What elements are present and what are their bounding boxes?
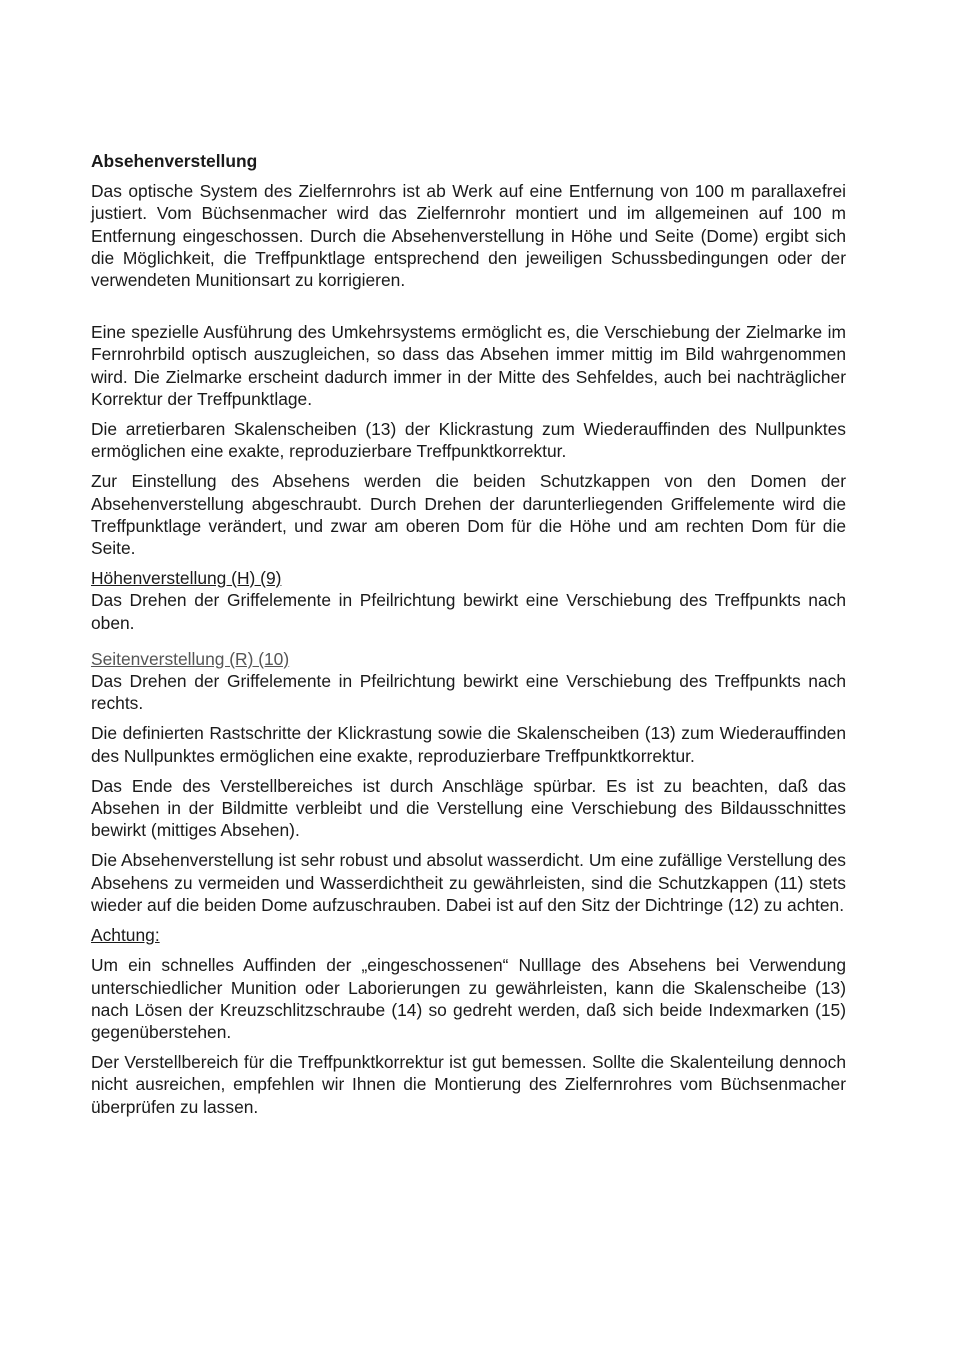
section-heading: Absehenverstellung [91,151,258,171]
paragraph-hoehenverstellung: Das Drehen der Griffelemente in Pfeilrichtung bewirkt eine Verschiebung des Treffpunkts nach oben. [91,590,846,633]
paragraph-seitenverstellung: Das Drehen der Griffelemente in Pfeilrichtung bewirkt eine Verschiebung des Treffpunkts nach rechts. [91,671,846,714]
subheading-hoehenverstellung: Höhenverstellung (H) (9) [91,568,282,589]
paragraph-skalenscheiben: Die arretierbaren Skalenscheiben (13) der Klickrastung zum Wiederauffinden des Nullpunktes ermöglichen eine exakte, reproduzierbare Treffpunktkorrektur. [91,419,846,462]
document-page [91,150,846,1126]
paragraph-verstellbereich-ende: Das Ende des Verstellbereiches ist durch Anschläge spürbar. Es ist zu beachten, daß das Absehen in der Bildmitte verbleibt und die Verstellung eine Verschiebung des Bildausschnittes bewirkt (mittiges Absehen). [91,775,846,841]
paragraph-einstellung: Zur Einstellung des Absehens werden die beiden Schutzkappen von den Domen der Absehenverstellung abgeschraubt. Durch Drehen der darunterliegenden Griffelemente wird die Treffpunktlage verändert, und zwar am oberen Dom für die Höhe und am rechten Dom für die Seite. [91,471,846,559]
paragraph-umkehrsystem: Eine spezielle Ausführung des Umkehrsystems ermöglicht es, die Verschiebung der Zielmarke im Fernrohrbild optisch auszugleichen, so dass das Absehen immer mittig im Bild wahrgenommen wird. Die Zielmarke erscheint dadurch immer in der Mitte des Sehfeldes, auch bei nachträglicher Korrektur der Treffpunktlage. [91,322,846,409]
paragraph-wasserdicht: Die Absehenverstellung ist sehr robust und absolut wasserdicht. Um eine zufällige Verstellung des Absehens zu vermeiden und Wasserdichtheit zu gewährleisten, sind die Schutzkappen (11) stets wieder auf die beiden Dome aufzuschrauben. Dabei ist auf den Sitz der Dichtringe (12) zu achten. [91,850,846,915]
paragraph-rastschritte: Die definierten Rastschritte der Klickrastung sowie die Skalenscheiben (13) zum Wiederauffinden des Nullpunktes ermöglichen eine exakte, reproduzierbare Treffpunktkorrektur. [91,723,846,766]
paragraph-intro: Das optische System des Zielfernrohrs ist ab Werk auf eine Entfernung von 100 m parallaxefrei justiert. Vom Büchsenmacher wird das Zielfernrohr montiert und im allgemeinen auf 100 m Entfernung eingeschossen. Durch die Absehenverstellung in Höhe und Seite (Dome) ergibt sich die Möglichkeit, die Treffpunktlage entsprechend den jeweiligen Schussbedingungen oder der verwendeten Munitionsart zu korrigieren. [91,181,846,291]
subheading-seitenverstellung: Seitenverstellung (R) (10) [91,648,290,669]
paragraph-achtung-nulllage: Um ein schnelles Auffinden der „eingeschossenen“ Nulllage des Absehens bei Verwendung unterschiedlicher Munition oder Laborierungen zu gewährleisten, kann die Skalenscheibe (13) nach Lösen der Kreuzschlitzschraube (14) so gedreht werden, daß sich beide Indexmarken (15) gegenüberstehen. [91,955,846,1042]
paragraph-achtung-verstellbereich: Der Verstellbereich für die Treffpunktkorrektur ist gut bemessen. Sollte die Skalenteilung dennoch nicht ausreichen, empfehlen wir Ihnen die Montierung des Zielfernrohres vom Büchsenmacher überprüfen zu lassen. [91,1052,846,1117]
subheading-achtung: Achtung: [91,925,160,946]
